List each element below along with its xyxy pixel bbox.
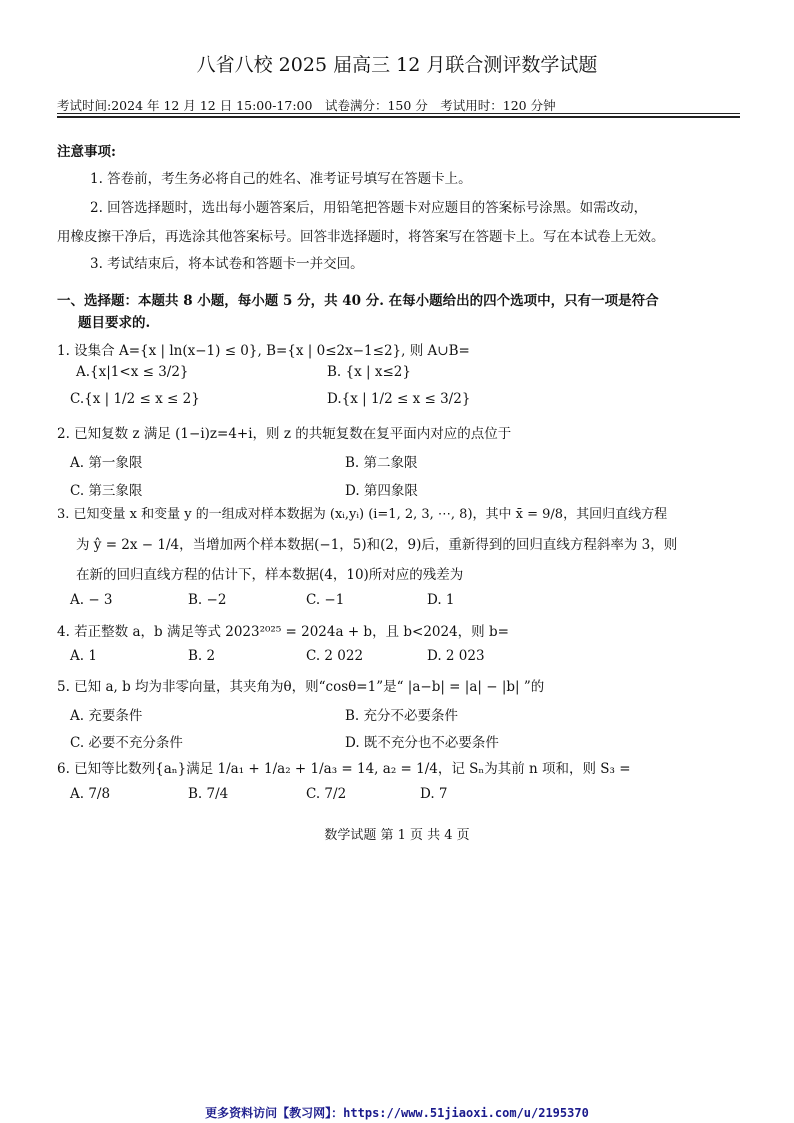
q6-stem: 6. 已知等比数列{aₙ}满足 1/a₁ + 1/a₂ + 1/a₃ = 14, a₂ = 1/4，记 Sₙ为其前 n 项和，则 S₃ = xyxy=(57,761,631,777)
q3-option-a: A. − 3 xyxy=(70,592,113,608)
q1-option-a: A.{x|1<x ≤ 3/2} xyxy=(76,364,189,380)
q4-option-c: C. 2 022 xyxy=(306,648,364,664)
q4-option-d: D. 2 023 xyxy=(427,648,485,664)
q6-option-b: B. 7/4 xyxy=(188,786,229,802)
q3-line-1: 3. 已知变量 x 和变量 y 的一组成对样本数据为 (xᵢ,yᵢ) (i=1, 2, 3, ⋯, 8)，其中 x̄ = 9/8，其回归直线方程 xyxy=(57,507,668,522)
notice-item-3: 3. 考试结束后，将本试卷和答题卡一并交回。 xyxy=(90,256,364,272)
q1-option-d: D.{x | 1/2 ≤ x ≤ 3/2} xyxy=(327,391,471,407)
notice-heading: 注意事项: xyxy=(57,144,116,160)
q1-option-b: B. {x | x≤2} xyxy=(327,364,411,380)
q1-option-c: C.{x | 1/2 ≤ x ≤ 2} xyxy=(70,391,200,407)
section-heading: 一、选择题：本题共 8 小题，每小题 5 分，共 40 分. 在每小题给出的四个选项中，只有一项是符合 xyxy=(57,293,659,309)
exam-meta: 考试时间:2024 年 12 月 12 日 15:00-17:00 试卷满分：150 分 考试用时：120 分钟 xyxy=(57,98,556,113)
notice-item-1: 1. 答卷前，考生务必将自己的姓名、准考证号填写在答题卡上。 xyxy=(90,171,472,187)
q6-option-a: A. 7/8 xyxy=(70,786,111,802)
q3-option-c: C. −1 xyxy=(306,592,345,608)
notice-item-2-cont: 用橡皮擦干净后，再选涂其他答案标号。回答非选择题时，将答案写在答题卡上。写在本试卷上无效。 xyxy=(57,229,665,245)
resource-link[interactable]: 更多资料访问【教习网】：https://www.51jiaoxi.com/u/2195370 xyxy=(205,1106,589,1120)
q2-option-b: B. 第二象限 xyxy=(345,455,418,471)
q5-option-d: D. 既不充分也不必要条件 xyxy=(345,735,499,751)
q2-stem: 2. 已知复数 z 满足 (1−i)z=4+i，则 z 的共轭复数在复平面内对应的点位于 xyxy=(57,426,512,442)
q4-option-a: A. 1 xyxy=(70,648,97,664)
q5-option-a: A. 充要条件 xyxy=(70,708,143,724)
q5-stem: 5. 已知 a, b 均为非零向量，其夹角为θ，则“cosθ=1”是“ |a−b| = |a| − |b| ”的 xyxy=(57,679,545,695)
q3-option-b: B. −2 xyxy=(188,592,227,608)
q2-option-d: D. 第四象限 xyxy=(345,483,418,499)
q6-option-c: C. 7/2 xyxy=(306,786,347,802)
q2-option-a: A. 第一象限 xyxy=(70,455,143,471)
q5-option-c: C. 必要不充分条件 xyxy=(70,735,183,751)
q6-option-d: D. 7 xyxy=(420,786,448,802)
exam-title: 八省八校 2025 届高三 12 月联合测评数学试题 xyxy=(196,54,598,76)
q2-option-c: C. 第三象限 xyxy=(70,483,143,499)
q4-stem: 4. 若正整数 a，b 满足等式 2023²⁰²⁵ = 2024a + b，且 b<2024，则 b= xyxy=(57,624,509,640)
q4-option-b: B. 2 xyxy=(188,648,216,664)
section-heading-cont: 题目要求的. xyxy=(78,315,151,331)
q3-option-d: D. 1 xyxy=(427,592,455,608)
q5-option-b: B. 充分不必要条件 xyxy=(345,708,459,724)
q3-line-3: 在新的回归直线方程的估计下，样本数据(4，10)所对应的残差为 xyxy=(76,567,464,583)
notice-item-2: 2. 回答选择题时，选出每小题答案后，用铅笔把答题卡对应题目的答案标号涂黑。如需改动， xyxy=(90,200,648,216)
header-rule-thin xyxy=(57,113,740,114)
q3-line-2: 为 ŷ = 2x − 1/4，当增加两个样本数据(−1，5)和(2，9)后，重新得到的回归直线方程斜率为 3，则 xyxy=(76,537,678,553)
page-footer: 数学试题 第 1 页 共 4 页 xyxy=(324,828,470,843)
q1-stem: 1. 设集合 A={x | ln(x−1) ≤ 0}, B={x | 0≤2x−1≤2}, 则 A∪B= xyxy=(57,343,470,359)
header-rule-thick xyxy=(57,116,740,118)
